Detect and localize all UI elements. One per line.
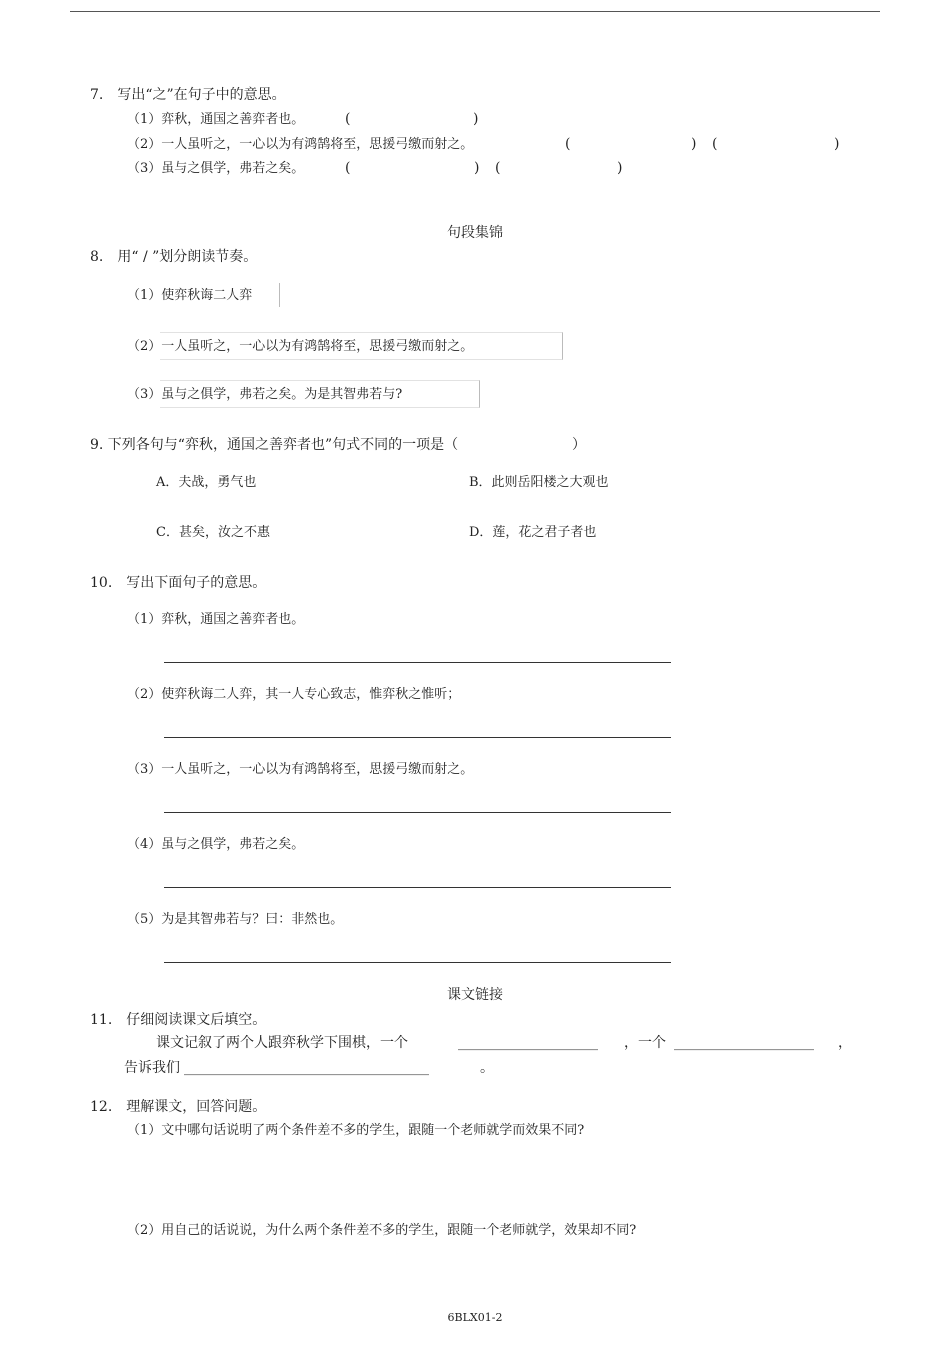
- q12-item-2: （2）用自己的话说说，为什么两个条件差不多的学生，跟随一个老师就学，效果却不同?: [127, 1223, 637, 1238]
- q8-item-3: （3）虽与之俱学，弗若之矣。为是其智弗若与?: [127, 387, 403, 402]
- q8-title: 8. 用“ / ”划分朗读节奏。: [90, 249, 258, 265]
- q7-title: 7. 写出“之”在句子中的意思。: [90, 87, 286, 103]
- q9-option-a[interactable]: A．夫战，勇气也: [156, 475, 257, 490]
- q12-title: 12. 理解课文，回答问题。: [90, 1099, 267, 1115]
- q10-1-answer-line[interactable]: [164, 662, 671, 663]
- section-heading-1: 句段集锦: [447, 225, 503, 241]
- q7-3b-paren-open: (: [495, 160, 501, 176]
- q10-item-4: （4）虽与之俱学，弗若之矣。: [127, 837, 305, 852]
- q7-2a-paren-close: ): [691, 136, 697, 152]
- q10-2-answer-line[interactable]: [164, 737, 671, 738]
- q7-item-1: （1）弈秋，通国之善弈者也。: [127, 112, 305, 127]
- q7-2b-paren-close: ): [834, 136, 840, 152]
- q11-blank-3[interactable]: ___________________________________: [184, 1060, 429, 1076]
- q9-paren-close: ）: [572, 437, 586, 453]
- q11-line2-text-a: 告诉我们: [124, 1060, 180, 1076]
- q11-blank-2[interactable]: ____________________: [674, 1035, 814, 1051]
- q10-item-3: （3）一人虽听之，一心以为有鸿鹄将至，思援弓缴而射之。: [127, 762, 474, 777]
- q10-item-5: （5）为是其智弗若与？曰：非然也。: [127, 912, 344, 927]
- q9-title: 9. 下列各句与“弈秋，通国之善弈者也”句式不同的一项是（: [90, 437, 459, 453]
- q7-1-paren-close: ): [473, 111, 479, 127]
- q7-2a-paren-open: (: [565, 136, 571, 152]
- q11-line2-text-b: 。: [480, 1060, 494, 1076]
- q9-option-d[interactable]: D．莲，花之君子者也: [469, 525, 597, 540]
- page-footer-code: 6BLX01-2: [447, 1311, 503, 1324]
- q11-line1-text-a: 课文记叙了两个人跟弈秋学下围棋，一个: [156, 1035, 408, 1051]
- q12-item-1: （1）文中哪句话说明了两个条件差不多的学生，跟随一个老师就学而效果不同?: [127, 1123, 585, 1138]
- q10-5-answer-line[interactable]: [164, 962, 671, 963]
- section-heading-2: 课文链接: [447, 987, 503, 1003]
- q8-3-answer-box[interactable]: [160, 380, 480, 408]
- q7-2b-paren-open: (: [712, 136, 718, 152]
- q7-3a-paren-open: (: [345, 160, 351, 176]
- q11-line1-text-b: ，一个: [624, 1035, 666, 1051]
- q8-item-1: （1）使弈秋诲二人弈: [127, 288, 253, 303]
- q8-2-answer-box[interactable]: [160, 332, 563, 360]
- q11-blank-1[interactable]: ____________________: [458, 1035, 598, 1051]
- q10-item-1: （1）弈秋，通国之善弈者也。: [127, 612, 305, 627]
- q7-3a-paren-close: ): [474, 160, 480, 176]
- q10-item-2: （2）使弈秋诲二人弈，其一人专心致志，惟弈秋之惟听；: [127, 687, 461, 702]
- q9-option-c[interactable]: C．甚矣，汝之不惠: [156, 525, 270, 540]
- q10-4-answer-line[interactable]: [164, 887, 671, 888]
- header-rule: [70, 11, 880, 12]
- q10-3-answer-line[interactable]: [164, 812, 671, 813]
- q7-1-paren-open: (: [345, 111, 351, 127]
- q10-title: 10. 写出下面句子的意思。: [90, 575, 267, 591]
- q8-item-2: （2）一人虽听之，一心以为有鸿鹄将至，思援弓缴而射之。: [127, 339, 474, 354]
- q11-title: 11. 仔细阅读课文后填空。: [90, 1012, 267, 1028]
- q7-item-3: （3）虽与之俱学，弗若之矣。: [127, 161, 305, 176]
- q7-3b-paren-close: ): [617, 160, 623, 176]
- q7-item-2: （2）一人虽听之，一心以为有鸿鹄将至，思援弓缴而射之。: [127, 137, 474, 152]
- q11-line1-text-c: ，: [838, 1035, 852, 1051]
- q8-1-answer-box[interactable]: [279, 283, 280, 307]
- q9-option-b[interactable]: B．此则岳阳楼之大观也: [469, 475, 609, 490]
